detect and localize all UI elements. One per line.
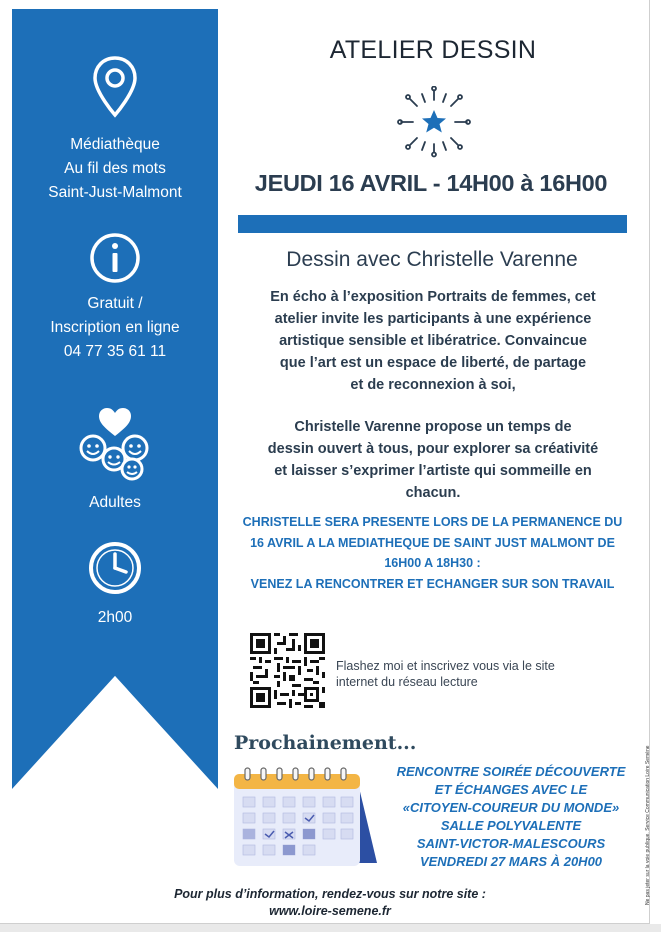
calendar-icon bbox=[231, 765, 381, 876]
footer-info bbox=[140, 886, 520, 920]
notice-line: CHRISTELLE SERA PRESENTE LORS DE LA PERMANENCE DU bbox=[242, 515, 623, 529]
upcoming-event-details bbox=[392, 763, 630, 871]
location-line-1: Médiathèque bbox=[70, 136, 160, 153]
audience-label: Adultes bbox=[89, 494, 141, 511]
paragraph-2-line: Christelle Varenne propose un temps de bbox=[294, 419, 572, 435]
notice-line: 16H00 A 18H30 : bbox=[384, 556, 481, 570]
event-subtitle: Dessin avec Christelle Varenne bbox=[286, 248, 578, 271]
qr-caption-line: internet du réseau lecture bbox=[336, 675, 478, 689]
qr-caption-line: Flashez moi et inscrivez vous via le site bbox=[336, 659, 555, 673]
sidebar-ribbon bbox=[12, 9, 218, 789]
location-line-3: Saint-Just-Malmont bbox=[48, 184, 182, 201]
paragraph-1-line: artistique sensible et libératrice. Convaincue bbox=[279, 333, 587, 349]
info-line-1: Gratuit / bbox=[87, 295, 143, 312]
description-paragraph-1 bbox=[240, 286, 626, 396]
upcoming-event-line: VENDREDI 27 MARS À 20H00 bbox=[419, 854, 603, 869]
smiley-group-heart-icon bbox=[12, 404, 218, 482]
info-line-2: Inscription en ligne bbox=[50, 319, 180, 336]
paragraph-1-line: que l’art est un espace de liberté, de partage bbox=[279, 355, 587, 371]
footer-line: Pour plus d’information, rendez-vous sur notre site : bbox=[174, 887, 486, 901]
upcoming-event-line: SALLE POLYVALENTE bbox=[440, 818, 582, 833]
location-pin-icon bbox=[12, 55, 218, 119]
artist-presence-notice bbox=[230, 512, 635, 594]
footer-website-link[interactable]: www.loire-semene.fr bbox=[269, 904, 391, 918]
location-line-2: Au fil des mots bbox=[64, 160, 166, 177]
paragraph-2-line: et laisser s’exprimer l’artiste qui sommeille en bbox=[274, 463, 592, 479]
upcoming-event-line: RENCONTRE SOIRÉE DÉCOUVERTE bbox=[396, 764, 626, 779]
paragraph-1-line: atelier invite les participants à une expérience bbox=[274, 311, 592, 327]
duration-label: 2h00 bbox=[97, 609, 133, 626]
notice-line: 16 AVRIL A LA MEDIATHEQUE DE SAINT JUST MALMONT DE bbox=[250, 535, 615, 550]
event-title: ATELIER DESSIN bbox=[329, 36, 537, 64]
paragraph-1-line: En écho à l’exposition Portraits de femmes, cet bbox=[270, 289, 596, 305]
star-burst-icon bbox=[397, 86, 471, 163]
upcoming-event-line: «CITOYEN-COUREUR DU MONDE» bbox=[402, 800, 620, 815]
blue-divider-bar bbox=[238, 215, 627, 233]
paragraph-2-line: chacun. bbox=[405, 485, 461, 501]
notice-line: VENEZ LA RENCONTRER ET ECHANGER SUR SON TRAVAIL bbox=[250, 576, 615, 591]
upcoming-event-line: ET ÉCHANGES AVEC LE bbox=[434, 782, 588, 797]
qr-caption bbox=[336, 658, 636, 690]
event-date-time: JEUDI 16 AVRIL - 14H00 à 16H00 bbox=[254, 170, 608, 196]
upcoming-heading: Prochainement... bbox=[234, 732, 417, 754]
legal-side-note: Ne pas jeter sur la voie publique. Service Communication Loire Semène bbox=[645, 745, 651, 905]
description-paragraph-2 bbox=[240, 416, 626, 504]
qr-code-icon[interactable] bbox=[250, 633, 325, 708]
paragraph-1-line: et de reconnexion à soi, bbox=[350, 377, 516, 393]
info-text bbox=[12, 292, 218, 364]
paragraph-2-line: dessin ouvert à tous, pour explorer sa créativité bbox=[267, 441, 599, 457]
info-line-3: 04 77 35 61 11 bbox=[63, 343, 167, 360]
clock-icon bbox=[12, 540, 218, 596]
upcoming-event-line: SAINT-VICTOR-MALESCOURS bbox=[416, 836, 606, 851]
info-icon bbox=[12, 232, 218, 284]
location-text bbox=[12, 133, 218, 205]
page-bottom-strip bbox=[0, 924, 661, 932]
